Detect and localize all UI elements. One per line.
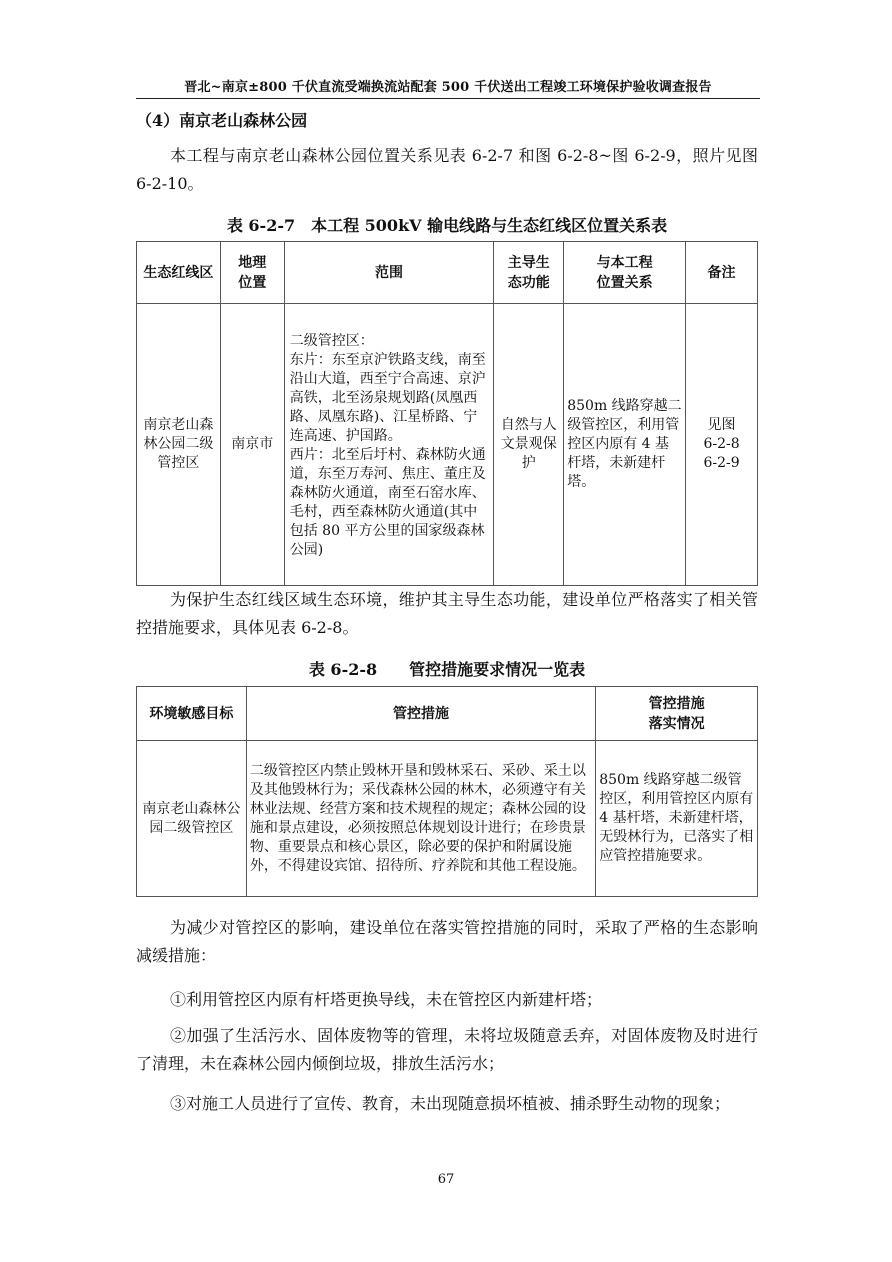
table1-header-remark: 备注 [686, 242, 758, 304]
table1-header-function: 主导生 态功能 [494, 242, 564, 304]
table2-cell-measures: 二级管控区内禁止毁林开垦和毁林采石、采砂、采土以及其他毁林行为；采伐森林公园的林木，必须遵守有关林业法规、经营方案和技术规程的规定；森林公园的设施和景点建设，必须按照总体规划设计进行；在珍贵景物、重要景点和核心景区，除必要的保护和附属设施外，不得建设宾馆、招待所、疗养院和其他工程设施。 [246, 741, 595, 897]
mitigation-intro-paragraph: 为减少对管控区的影响，建设单位在落实管控措施的同时，采取了严格的生态影响减缓措施： [136, 918, 758, 965]
table1-cell-remark: 见图 6-2-8 6-2-9 [686, 304, 758, 586]
table1-cell-zone: 南京老山森林公园二级管控区 [137, 304, 221, 586]
table2-header-status: 管控措施 落实情况 [596, 687, 758, 741]
table2-header-row [137, 687, 758, 741]
table-row [137, 304, 758, 586]
table1-header-relation: 与本工程 位置关系 [564, 242, 686, 304]
mitigation-measure-2: ②加强了生活污水、固体废物等的管理，未将垃圾随意丢弃，对固体废物及时进行了清理，未在森林公园内倾倒垃圾，排放生活污水； [136, 1026, 758, 1073]
table1-caption: 表 6-2-7 本工程 500kV 输电线路与生态红线区位置关系表 [226, 216, 668, 235]
table1-header-location: 地理 位置 [220, 242, 284, 304]
table2-cell-target: 南京老山森林公园二级管控区 [137, 741, 247, 897]
mitigation-measure-3: ③对施工人员进行了宣传、教育，未出现随意损坏植被、捕杀野生动物的现象； [170, 1094, 731, 1113]
table1-cell-relation: 850m 线路穿越二级管控区，利用管控区内原有 4 基杆塔，未新建杆塔。 [564, 304, 686, 586]
table2-control-measures [136, 686, 758, 897]
table1-header-zone: 生态红线区 [137, 242, 221, 304]
table2-header-target: 环境敏感目标 [137, 687, 247, 741]
table2-caption: 表 6-2-8 管控措施要求情况一览表 [308, 660, 586, 679]
table1-ecological-redline [136, 241, 758, 586]
table1-cell-scope: 二级管控区： 东片：东至京沪铁路支线，南至沿山大道，西至宁合高速、京沪高铁，北至汤泉规划路(凤凰西路、凤凰东路)、江星桥路、宁连高速、护国路。 西片：北至后圩村、森林防火通道，东至万寿河、焦庄、董庄及森林防火通道，南至石窑水库、毛村，西至森林防火通道(其中包括 80 平方公里的国家级森林公园) [284, 304, 494, 586]
page-header-title: 晋北~南京±800 千伏直流受端换流站配套 500 千伏送出工程竣工环境保护验收调查报告 [184, 80, 712, 95]
mitigation-measure-1: ①利用管控区内原有杆塔更换导线，未在管控区内新建杆塔； [170, 990, 603, 1009]
table1-header-scope: 范围 [284, 242, 494, 304]
table2-header-measures: 管控措施 [246, 687, 595, 741]
table-row [137, 741, 758, 897]
section-heading: （4）南京老山森林公园 [136, 111, 308, 130]
table1-cell-function: 自然与人文景观保护 [494, 304, 564, 586]
table2-cell-status: 850m 线路穿越二级管控区，利用管控区内原有 4 基杆塔，未新建杆塔，无毁林行为，已落实了相应管控措施要求。 [596, 741, 758, 897]
header-divider [136, 98, 760, 99]
page-number: 67 [437, 1172, 455, 1187]
intro-paragraph: 本工程与南京老山森林公园位置关系见表 6-2-7 和图 6-2-8~图 6-2-9，照片见图 6-2-10。 [136, 146, 758, 193]
table1-cell-location: 南京市 [220, 304, 284, 586]
protection-paragraph: 为保护生态红线区域生态环境，维护其主导生态功能，建设单位严格落实了相关管控措施要求，具体见表 6-2-8。 [136, 590, 758, 637]
table1-header-row [137, 242, 758, 304]
